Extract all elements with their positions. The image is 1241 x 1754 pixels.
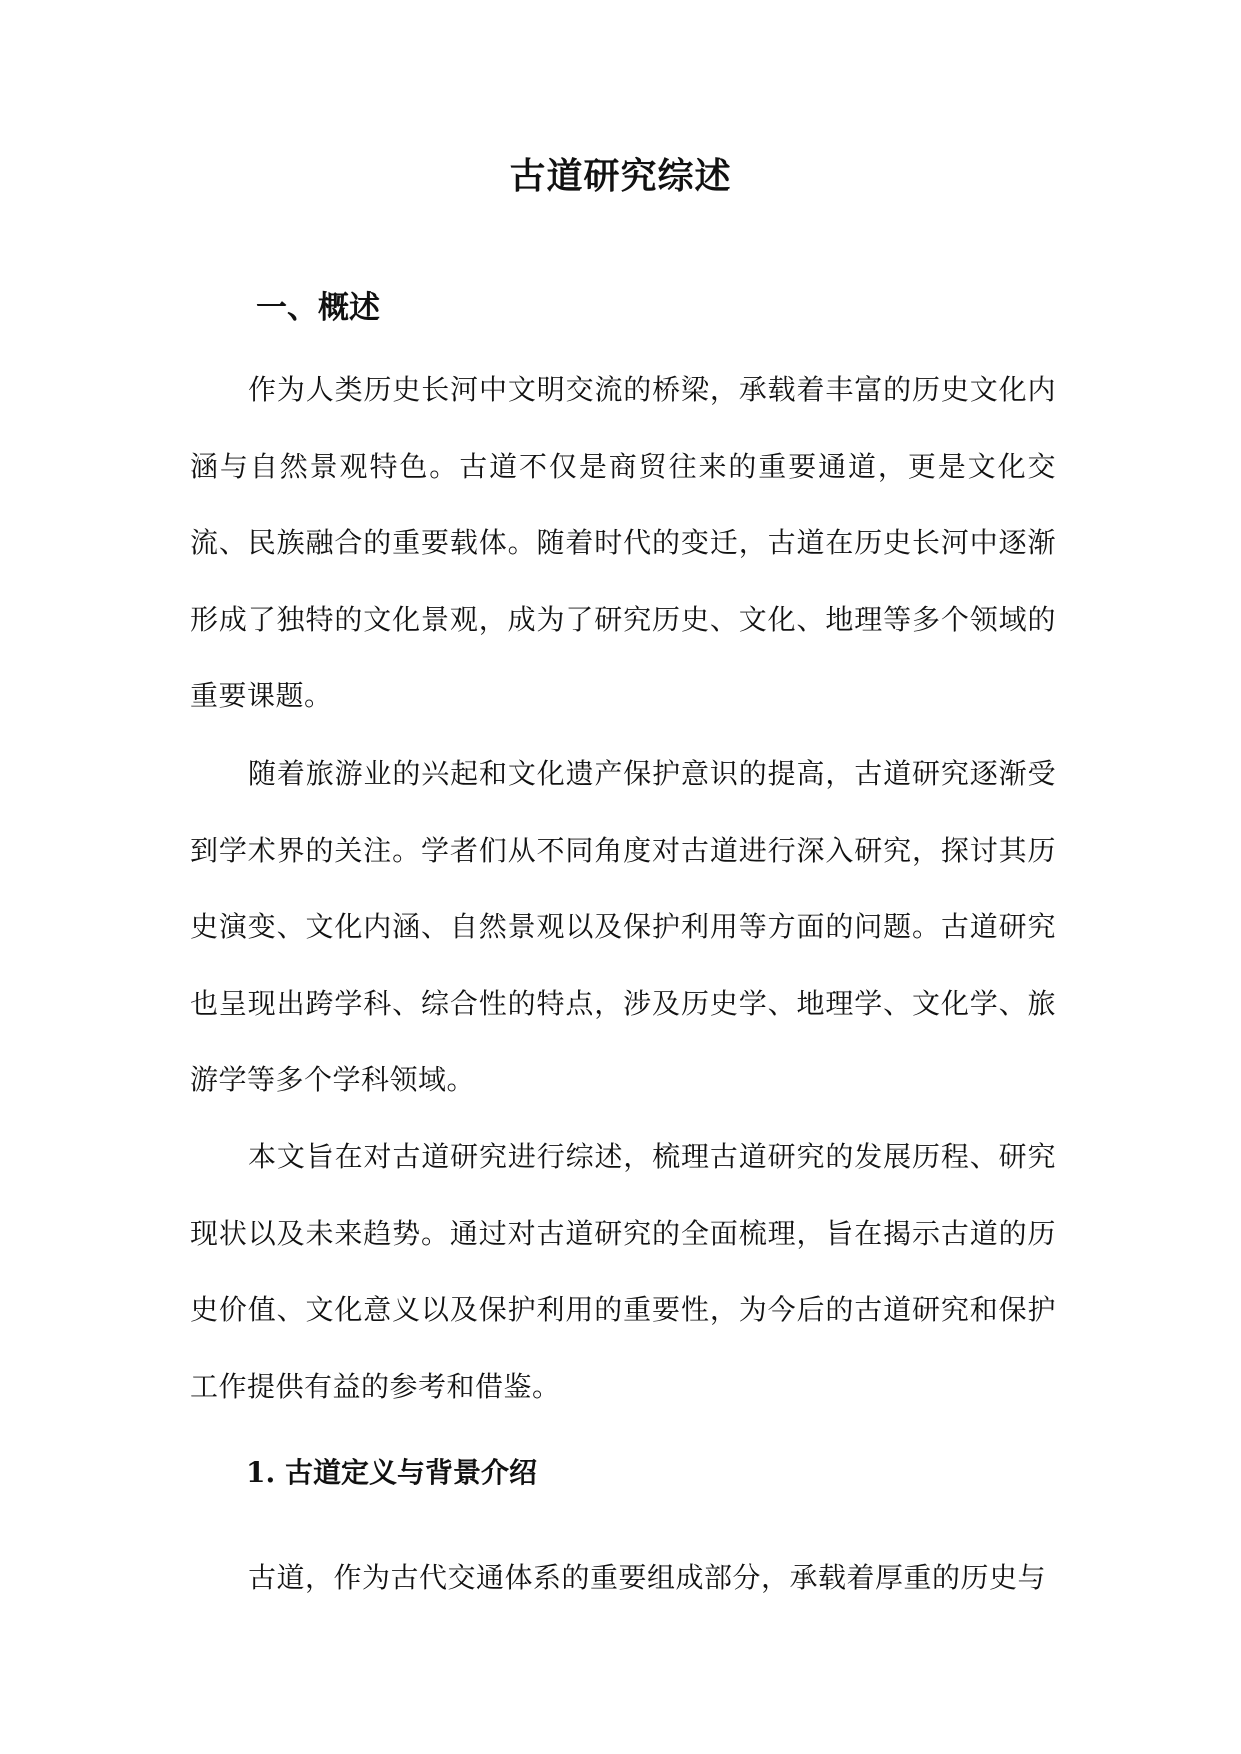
definition-paragraph: 古道，作为古代交通体系的重要组成部分，承载着厚重的历史与 [248, 1561, 1047, 1594]
section-heading-overview: 一、概述 [256, 290, 380, 326]
document-title: 古道研究综述 [509, 155, 732, 197]
overview-paragraph-1: 作为人类历史长河中文明交流的桥梁，承载着丰富的历史文化内涵与自然景观特色。古道不仅是商贸往来的重要通道，更是文化交流、民族融合的重要载体。随着时代的变迁，古道在历史长河中逐渐形成了独特的文化景观，成为了研究历史、文化、地理等多个领域的重要课题。 [190, 373, 1056, 712]
overview-paragraph-3: 本文旨在对古道研究进行综述，梳理古道研究的发展历程、研究现状以及未来趋势。通过对古道研究的全面梳理，旨在揭示古道的历史价值、文化意义以及保护利用的重要性，为今后的古道研究和保护工作提供有益的参考和借鉴。 [190, 1140, 1056, 1403]
overview-paragraph-2: 随着旅游业的兴起和文化遗产保护意识的提高，古道研究逐渐受到学术界的关注。学者们从不同角度对古道进行深入研究，探讨其历史演变、文化内涵、自然景观以及保护利用等方面的问题。古道研究也呈现出跨学科、综合性的特点，涉及历史学、地理学、文化学、旅游学等多个学科领域。 [190, 757, 1056, 1096]
subsection-heading-definition: 1. 古道定义与背景介绍 [246, 1456, 537, 1489]
